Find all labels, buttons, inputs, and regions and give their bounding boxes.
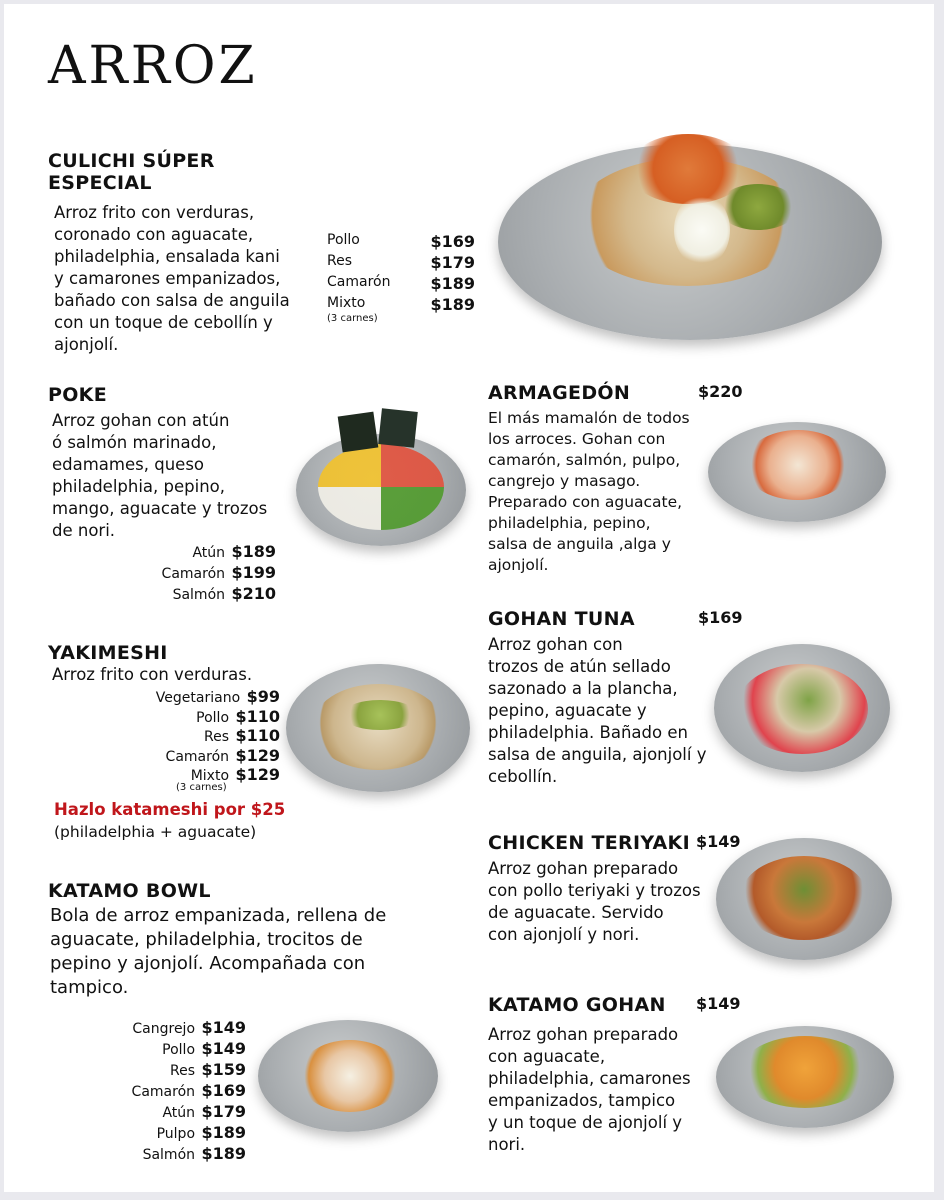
katamo-bowl-desc-line: aguacate, philadelphia, trocitos de: [50, 929, 363, 950]
katamo-bowl-description: [50, 904, 430, 1000]
price-label: Mixto: [327, 295, 366, 311]
gohan-tuna-plate-image: [714, 644, 890, 772]
armagedon-price: $220: [698, 382, 743, 401]
chicken-teriyaki-plate-image: [716, 838, 892, 960]
armagedon-desc-line: philadelphia, pepino,: [488, 514, 651, 532]
price-value: $189: [430, 274, 475, 293]
price-value: $189: [231, 542, 276, 561]
price-label: Res: [327, 253, 353, 269]
culichi-title: [48, 150, 215, 194]
price-label: Cangrejo: [132, 1021, 196, 1037]
price-row: [134, 542, 276, 563]
price-value: $189: [201, 1144, 246, 1163]
price-value: $179: [430, 253, 475, 272]
katamo-bowl-plate-image: [258, 1020, 438, 1132]
price-row: [104, 1123, 246, 1144]
price-value: $99: [246, 687, 280, 706]
katamo-gohan-desc-line: con aguacate,: [488, 1047, 606, 1066]
price-row: [104, 1018, 246, 1039]
price-label: Res: [204, 729, 230, 745]
armagedon-desc-line: camarón, salmón, pulpo,: [488, 451, 681, 469]
price-row: [104, 1102, 246, 1123]
price-label: Camarón: [327, 274, 391, 290]
armagedon-title: ARMAGEDÓN: [488, 382, 631, 404]
yakimeshi-title: YAKIMESHI: [48, 642, 168, 664]
gohan-tuna-desc-line: cebollín.: [488, 767, 558, 786]
armagedon-description: [488, 408, 718, 576]
poke-desc-line: Arroz gohan con atún: [52, 411, 230, 430]
price-value: $159: [201, 1060, 246, 1079]
price-label: Salmón: [172, 587, 226, 603]
poke-desc-line: mango, aguacate y trozos: [52, 499, 268, 518]
culichi-desc-line: philadelphia, ensalada kani: [54, 247, 280, 266]
chicken-teriyaki-desc-line: con pollo teriyaki y trozos: [488, 881, 701, 900]
culichi-title-line2: ESPECIAL: [48, 172, 152, 194]
price-row: [104, 1081, 246, 1102]
price-value: $169: [201, 1081, 246, 1100]
price-value: $149: [201, 1018, 246, 1037]
price-label: Vegetariano: [155, 690, 241, 706]
price-label: Res: [170, 1063, 196, 1079]
price-value: $189: [430, 295, 475, 314]
culichi-plate-image: [498, 144, 882, 340]
katameshi-note: (philadelphia + aguacate): [54, 823, 257, 841]
price-row: [124, 747, 280, 767]
yakimeshi-price-list: [124, 688, 280, 786]
culichi-desc-line: con un toque de cebollín y: [54, 313, 273, 332]
culichi-desc-line: ajonjolí.: [54, 335, 119, 354]
katamo-bowl-desc-line: tampico.: [50, 977, 129, 998]
gohan-tuna-desc-line: philadelphia. Bañado en: [488, 723, 688, 742]
katamo-bowl-price-list: [104, 1018, 246, 1165]
culichi-desc-line: y camarones empanizados,: [54, 269, 281, 288]
katamo-gohan-description: [488, 1024, 724, 1156]
price-row: [124, 688, 280, 708]
price-value: $129: [235, 765, 280, 784]
chicken-teriyaki-desc-line: de aguacate. Servido: [488, 903, 664, 922]
gohan-tuna-title: GOHAN TUNA: [488, 608, 635, 630]
culichi-desc-line: coronado con aguacate,: [54, 225, 254, 244]
chicken-teriyaki-price: $149: [696, 832, 741, 851]
price-row: [327, 274, 475, 295]
katamo-gohan-desc-line: philadelphia, camarones: [488, 1069, 691, 1088]
gohan-tuna-desc-line: pepino, aguacate y: [488, 701, 647, 720]
katamo-bowl-title: KATAMO BOWL: [48, 880, 211, 902]
armagedon-desc-line: los arroces. Gohan con: [488, 430, 666, 448]
price-value: $110: [235, 726, 280, 745]
price-label: Atún: [192, 545, 226, 561]
price-label: Mixto: [190, 768, 230, 784]
katamo-gohan-price: $149: [696, 994, 741, 1013]
armagedon-desc-line: salsa de anguila ,alga y: [488, 535, 671, 553]
poke-desc-line: philadelphia, pepino,: [52, 477, 226, 496]
yakimeshi-plate-image: [286, 664, 470, 792]
price-row: [104, 1060, 246, 1081]
gohan-tuna-description: [488, 634, 724, 788]
price-value: $129: [235, 745, 280, 765]
nori-image: [378, 408, 418, 448]
katamo-gohan-desc-line: y un toque de ajonjolí y: [488, 1113, 683, 1132]
katamo-gohan-title: KATAMO GOHAN: [488, 994, 666, 1016]
price-row: [134, 563, 276, 584]
katamo-bowl-desc-line: pepino y ajonjolí. Acompañada con: [50, 953, 366, 974]
armagedon-desc-line: Preparado con aguacate,: [488, 493, 683, 511]
katameshi-offer: Hazlo katameshi por $25: [54, 800, 286, 819]
culichi-title-line1: CULICHI SÚPER: [48, 150, 215, 172]
poke-price-list: [134, 542, 276, 605]
mixto-note: (3 carnes): [327, 313, 378, 324]
chicken-teriyaki-title: CHICKEN TERIYAKI: [488, 832, 690, 854]
chicken-teriyaki-description: [488, 858, 724, 946]
katamo-gohan-desc-line: nori.: [488, 1135, 526, 1154]
price-label: Salmón: [142, 1147, 196, 1163]
price-row: [104, 1144, 246, 1165]
katamo-gohan-plate-image: [716, 1026, 894, 1128]
chicken-teriyaki-desc-line: Arroz gohan preparado: [488, 859, 679, 878]
price-row: [327, 295, 475, 313]
armagedon-plate-image: [708, 422, 886, 522]
katamo-bowl-desc-line: Bola de arroz empanizada, rellena de: [50, 905, 387, 926]
price-row: [327, 253, 475, 274]
culichi-desc-line: bañado con salsa de anguila: [54, 291, 290, 310]
gohan-tuna-desc-line: Arroz gohan con: [488, 635, 623, 654]
price-value: $179: [201, 1102, 246, 1121]
price-value: $149: [201, 1039, 246, 1058]
price-value: $169: [430, 232, 475, 251]
poke-desc-line: de nori.: [52, 521, 116, 540]
poke-bowl-image: [296, 434, 466, 546]
culichi-desc-line: Arroz frito con verduras,: [54, 203, 255, 222]
price-label: Camarón: [131, 1084, 196, 1100]
price-label: Pollo: [162, 1042, 196, 1058]
price-label: Camarón: [161, 566, 226, 582]
price-value: $199: [231, 563, 276, 582]
price-label: Pollo: [327, 232, 360, 248]
price-row: [134, 584, 276, 605]
price-row: [124, 727, 280, 747]
poke-desc-line: ó salmón marinado,: [52, 433, 217, 452]
mixto-note: (3 carnes): [176, 782, 227, 793]
armagedon-desc-line: ajonjolí.: [488, 556, 549, 574]
price-value: $210: [231, 584, 276, 603]
menu-page: [4, 4, 934, 1192]
page-title: ARROZ: [48, 36, 258, 96]
price-label: Atún: [162, 1105, 196, 1121]
price-label: Camarón: [165, 748, 230, 765]
price-label: Pulpo: [156, 1126, 196, 1142]
chicken-teriyaki-desc-line: con ajonjolí y nori.: [488, 925, 640, 944]
poke-desc-line: edamames, queso: [52, 455, 205, 474]
price-row: [104, 1039, 246, 1060]
yakimeshi-description: Arroz frito con verduras.: [52, 665, 253, 684]
katamo-gohan-desc-line: Arroz gohan preparado: [488, 1025, 679, 1044]
poke-title: POKE: [48, 384, 107, 406]
katamo-gohan-desc-line: empanizados, tampico: [488, 1091, 676, 1110]
culichi-price-list: [327, 232, 475, 324]
price-row: [327, 232, 475, 253]
price-value: $110: [235, 706, 280, 726]
gohan-tuna-desc-line: trozos de atún sellado: [488, 657, 671, 676]
price-value: $189: [201, 1123, 246, 1142]
gohan-tuna-price: $169: [698, 608, 743, 627]
nori-image: [338, 412, 379, 453]
gohan-tuna-desc-line: sazonado a la plancha,: [488, 679, 678, 698]
price-label: Pollo: [196, 709, 230, 726]
price-row: [124, 708, 280, 728]
gohan-tuna-desc-line: salsa de anguila, ajonjolí y: [488, 745, 707, 764]
culichi-description: [54, 202, 334, 356]
poke-description: [52, 410, 302, 542]
armagedon-desc-line: El más mamalón de todos: [488, 409, 690, 427]
armagedon-desc-line: cangrejo y masago.: [488, 472, 641, 490]
